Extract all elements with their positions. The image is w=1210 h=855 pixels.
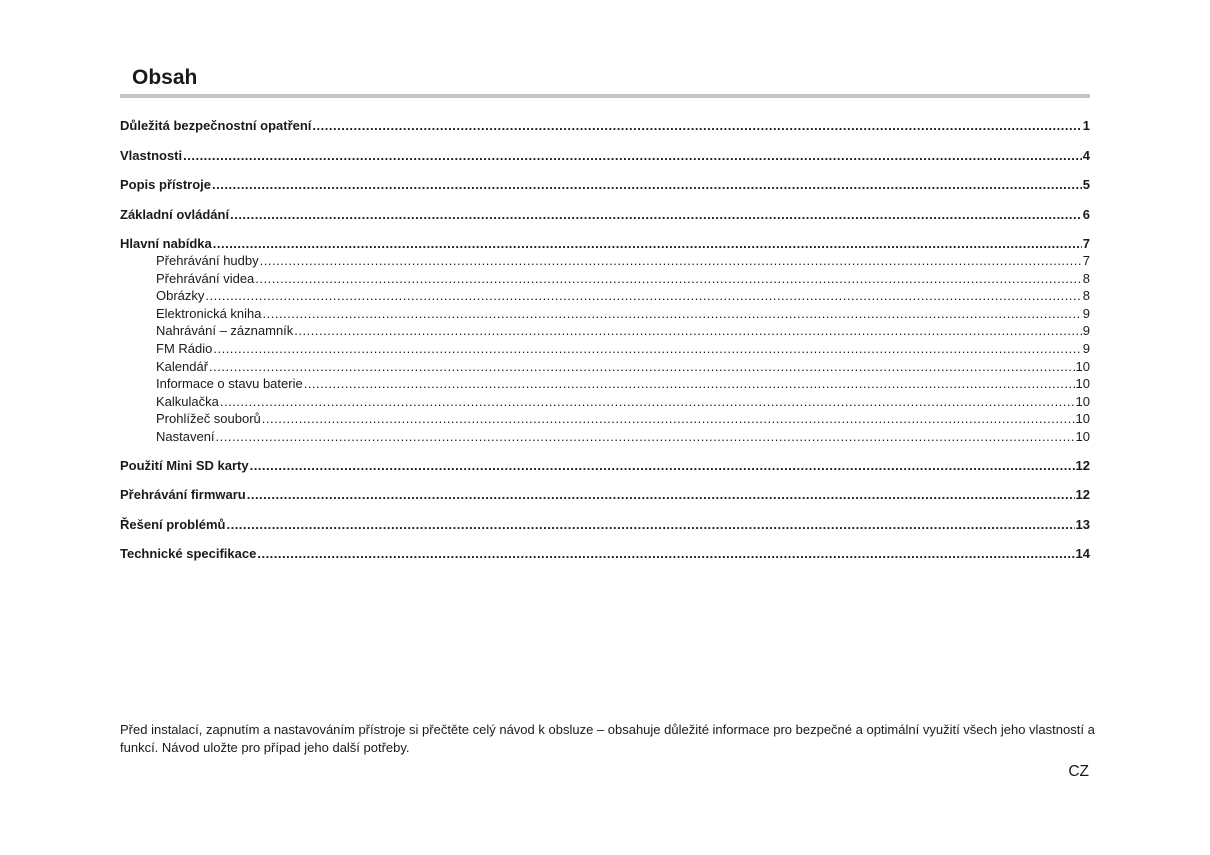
toc-entry-title: Kalendář (156, 358, 209, 374)
toc-dot-leader (213, 340, 1081, 358)
toc-entry-title: Elektronická kniha (156, 305, 262, 321)
toc-entry (120, 483, 1090, 513)
toc-page-number: 4 (1082, 147, 1090, 163)
toc-dot-leader (304, 375, 1075, 393)
toc-page-number: 12 (1075, 487, 1090, 503)
toc-entry (120, 454, 1090, 484)
toc-subentry (120, 340, 1090, 358)
toc-entry (120, 144, 1090, 174)
toc-page-number: 10 (1075, 358, 1090, 374)
page-title: Obsah (132, 66, 198, 89)
table-of-contents (120, 114, 1090, 572)
toc-entry-title: Technické specifikace (120, 546, 257, 562)
toc-page-number: 10 (1075, 428, 1090, 444)
toc-dot-leader (250, 454, 1075, 478)
toc-page-number: 13 (1075, 516, 1090, 532)
toc-entry (120, 232, 1090, 252)
toc-entry-title: Vlastnosti (120, 147, 183, 163)
toc-entry-title: Přehrávání firmwaru (120, 487, 246, 503)
toc-dot-leader (212, 173, 1082, 197)
toc-entry-title: Obrázky (156, 288, 205, 304)
toc-entry-title: Přehrávání videa (156, 270, 255, 286)
toc-dot-leader (220, 393, 1075, 411)
toc-dot-leader (205, 287, 1081, 305)
toc-subentry (120, 393, 1090, 411)
safety-reading-note: Před instalací, zapnutím a nastavováním přístroje si přečtěte celý návod k obsluze – obsahuje důležité informace pro bezpečné a optimální využití všech jeho vlastností a funkcí. Návod uložte pro případ jeho další potřeby. (120, 722, 1095, 755)
toc-page-number: 9 (1082, 323, 1090, 339)
toc-page-number: 7 (1082, 236, 1090, 251)
toc-entry (120, 114, 1090, 144)
toc-entry-title: Základní ovládání (120, 206, 230, 222)
toc-dot-leader (294, 322, 1081, 340)
toc-dot-leader (216, 428, 1075, 446)
toc-dot-leader (247, 483, 1075, 507)
toc-subentry (120, 270, 1090, 288)
toc-entry (120, 203, 1090, 233)
toc-entry-title: Prohlížeč souborů (156, 411, 261, 427)
toc-page-number: 7 (1082, 253, 1090, 268)
toc-page-number: 12 (1075, 457, 1090, 473)
toc-subentry (120, 287, 1090, 305)
toc-entry (120, 173, 1090, 203)
toc-entry (120, 513, 1090, 543)
toc-entry-title: Kalkulačka (156, 393, 219, 409)
toc-subentry (120, 428, 1090, 454)
toc-subentry (120, 358, 1090, 376)
toc-dot-leader (255, 270, 1081, 288)
toc-subentry (120, 305, 1090, 323)
toc-page-number: 8 (1082, 288, 1090, 304)
toc-page-number: 5 (1082, 177, 1090, 192)
toc-entry (120, 542, 1090, 572)
toc-subentry (120, 410, 1090, 428)
toc-subentry (120, 375, 1090, 393)
toc-dot-leader (263, 305, 1082, 323)
toc-page-number: 10 (1075, 411, 1090, 427)
toc-dot-leader (209, 358, 1074, 376)
toc-entry-title: Přehrávání hudby (156, 253, 259, 268)
toc-entry-title: Použití Mini SD karty (120, 457, 249, 473)
toc-dot-leader (260, 252, 1082, 270)
toc-entry-title: FM Rádio (156, 340, 213, 356)
toc-entry-title: Hlavní nabídka (120, 236, 212, 251)
toc-dot-leader (183, 144, 1082, 168)
language-code: CZ (1068, 763, 1089, 780)
toc-dot-leader (262, 410, 1075, 428)
toc-page-number: 10 (1075, 376, 1090, 392)
toc-subentry (120, 322, 1090, 340)
toc-dot-leader (230, 203, 1082, 227)
toc-page-number: 14 (1075, 546, 1090, 562)
toc-page-number: 1 (1082, 118, 1090, 133)
toc-page-number: 10 (1075, 393, 1090, 409)
toc-subentry (120, 252, 1090, 270)
toc-entry-title: Nastavení (156, 428, 215, 444)
toc-entry-title: Řešení problémů (120, 516, 226, 532)
title-underline-divider (120, 94, 1090, 98)
toc-page-number: 6 (1082, 206, 1090, 222)
toc-page-number: 9 (1082, 340, 1090, 356)
toc-page-number: 8 (1082, 270, 1090, 286)
toc-dot-leader (226, 513, 1074, 537)
toc-page-number: 9 (1082, 305, 1090, 321)
toc-entry-title: Důležitá bezpečnostní opatření (120, 118, 312, 133)
toc-dot-leader (257, 542, 1074, 566)
toc-entry-title: Informace o stavu baterie (156, 376, 303, 392)
toc-entry-title: Popis přístroje (120, 177, 212, 192)
toc-dot-leader (312, 114, 1081, 138)
toc-entry-title: Nahrávání – záznamník (156, 323, 294, 339)
